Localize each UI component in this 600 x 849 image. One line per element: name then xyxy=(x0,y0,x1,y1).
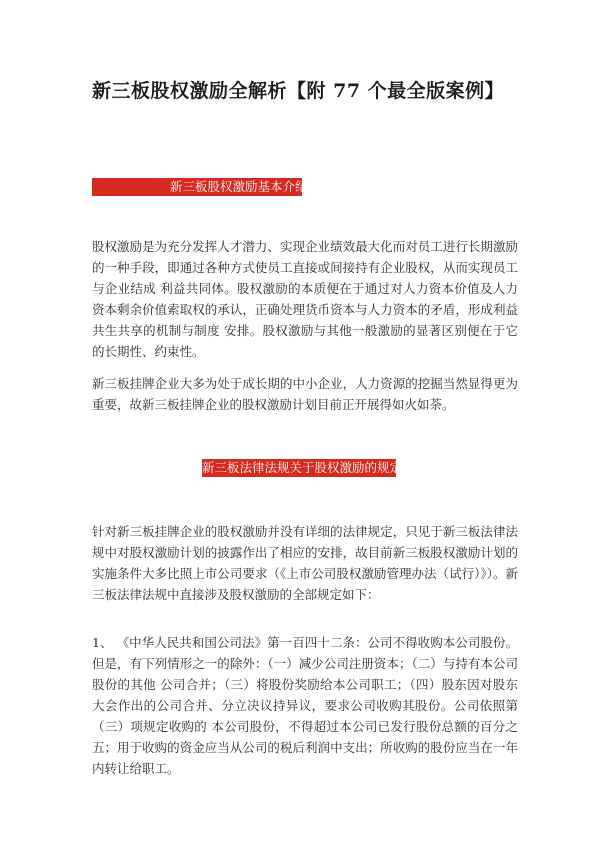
paragraph-legal-overview: 针对新三板挂牌企业的股权激励并没有详细的法律规定，只见于新三板法律法规中对股权激励计划的披露作出了相应的安排，故目前新三板股权激励计划的实施条件大多比照上市公司要求（《上市公司股权激励管理办法（试行）》）。新三板法律法规中直接涉及股权激励的全部规定如下： xyxy=(92,524,518,602)
section-heading-basic-intro: 新三板股权激励基本介绍 xyxy=(92,178,302,196)
paragraph-definition: 股权激励是为充分发挥人才潜力、实现企业绩效最大化而对员工进行长期激励的一种手段，即通过各种方式使员工直接或间接持有企业股权，从而实现员工与企业结成 利益共同体。股权激励的本质便在于通过对人力资本价值及人力资本剩余价值索取权的承认，正确处理货币资本与人力资本的矛盾，形成利益共生共享的机制与制度 安排。股权激励与其他一般激励的显著区别便在于它的长期性、约束性。 xyxy=(92,239,518,359)
paragraph-neeq-context: 新三板挂牌企业大多为处于成长期的中小企业，人力资源的挖掘当然显得更为重要，故新三板挂牌企业的股权激励计划目前正开展得如火如荼。 xyxy=(92,376,518,412)
document-title: 新三板股权激励全解析【附 77 个最全版案例】 xyxy=(92,80,505,102)
section-heading-legal-rules: 新三板法律法规关于股权激励的规定 xyxy=(202,460,403,475)
paragraph-company-law-article: 1、 《中华人民共和国公司法》第一百四十二条：公司不得收购本公司股份。但是，有下列情形之一的除外：（一）减少公司注册资本；（二）与持有本公司股份的其他 公司合并；（三）将股份奖励给本公司职工；（四）股东因对股东大会作出的公司合并、分立决议持异议，要求公司收购其股份。公司依照第（三）项规定收购的 本公司股份，不得超过本公司已发行股份总额的百分之五；用于收购的资金应当从公司的税后利润中支出；所收购的股份应当在一年内转让给职工。 xyxy=(92,635,518,776)
